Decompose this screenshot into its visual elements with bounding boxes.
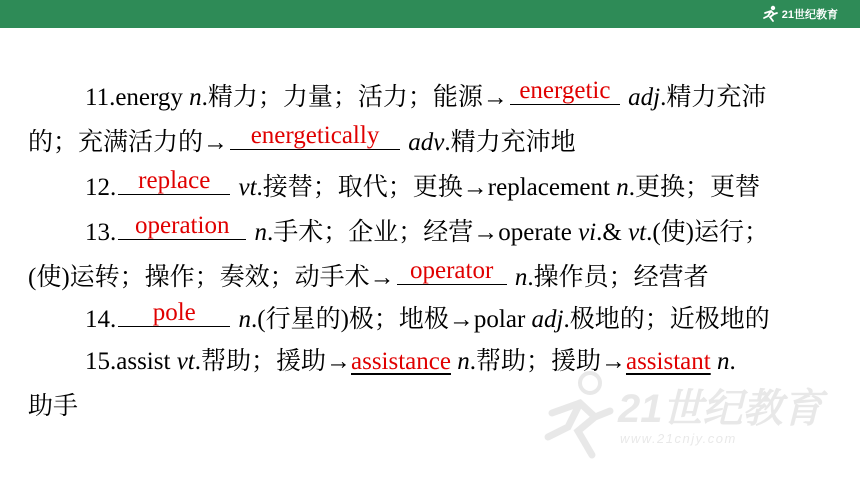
answer-assistance: assistance (351, 348, 451, 375)
brand-name: 21世纪教育 (781, 9, 838, 21)
entry-14: 14. pole n.(行星的)极；地极→polar adj.极地的；近极地的 (85, 299, 770, 333)
blank-operator: operator (397, 260, 507, 285)
answer-assistant: assistant (625, 348, 711, 375)
entry-12: 12. replace vt.接替；取代；更换→replacement n.更换；更替 (85, 167, 760, 201)
blank-operation: operation (118, 215, 246, 240)
entry-15-line-1: 15.assist vt.帮助；援助→assistance n.帮助；援助→assistant n. (85, 348, 736, 375)
entry-15-line-2: 助手 (28, 393, 79, 420)
blank-energetically: energetically (230, 125, 400, 150)
watermark-url: www.21cnjy.com (620, 431, 737, 446)
entry-11-line-2: 的；充满活力的→ energetically adv.精力充沛地 (28, 122, 576, 156)
entry-13-line-1: 13. operation n.手术；企业；经营→operate vi.& vt.(使)运行； (85, 212, 770, 246)
watermark-brand: 21世纪教育 (618, 387, 823, 431)
entry-11-line-1: 11.energy n.精力；力量；活力；能源→ energetic adj.精力充沛 (85, 77, 767, 111)
entry-13-line-2: (使)运转；操作；奏效；动手术→ operator n.操作员；经营者 (28, 257, 709, 291)
blank-energetic: energetic (510, 80, 620, 105)
blank-replace: replace (118, 170, 230, 195)
blank-pole: pole (118, 302, 230, 327)
